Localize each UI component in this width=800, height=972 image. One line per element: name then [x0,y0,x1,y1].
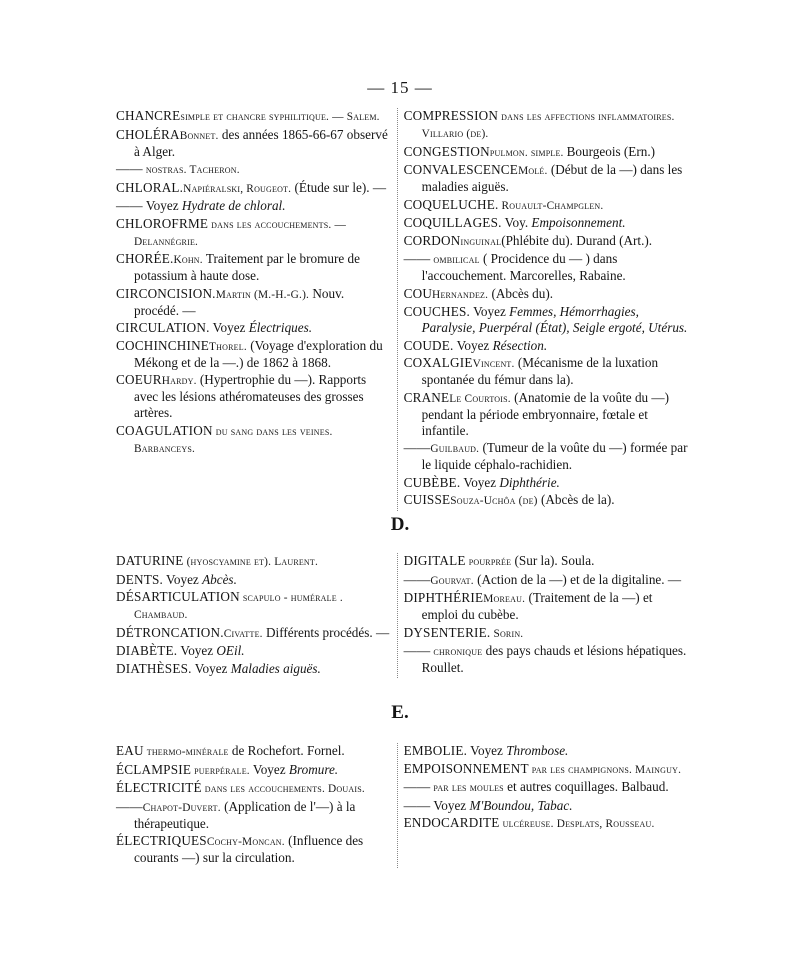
entry-lead: CONVALESCENCE [403,162,519,177]
entry-italic: Bromure. [288,761,339,777]
entry-sc: Bonnet. [179,129,219,142]
entry-text: Voyez [470,304,510,319]
index-entry [116,372,391,421]
index-entry [404,475,688,491]
entry-text: Traitement par le bromure de potassium à haute dose. [134,251,360,283]
entry-lead: COEUR [116,372,162,387]
entry-text: Voyez [209,320,249,335]
entry-lead: DÉSARTICULATION [116,589,240,604]
entry-lead: —— [116,198,143,213]
entry-text: Nouv. procédé. — [134,285,345,318]
index-entry [116,198,391,214]
index-entry [116,320,391,336]
entry-text: (Action de la —) et de la digitaline. — [473,571,682,587]
index-entry [404,162,688,195]
entry-text: Différents procédés. — [262,624,390,640]
entry-lead: ÉLECTRICITÉ [116,780,202,795]
entry-text: ( Procidence du — ) dans l'accouchement. Marcorelles, Rabaine. [421,251,626,283]
entry-sc: Le Courtois. [449,392,511,405]
entry-sc: Rouault-Champglen. [498,199,604,212]
entry-lead: CHANCRE [116,108,181,123]
entry-lead: CUBÈBE. [403,474,461,490]
entry-sc: pourprée [465,556,512,568]
entry-lead: ÉCLAMPSIE [116,761,192,777]
entry-text: Voyez [177,643,217,658]
index-entry [404,492,688,509]
entry-text: (Voyage d'exploration du Mékong et de la —.) de 1862 à 1868. [134,337,383,370]
index-entry [404,390,688,439]
entry-italic: Abcès. [202,571,237,587]
entry-lead: DIATHÈSES. [116,660,192,676]
entry-lead: DIABÈTE. [116,643,178,658]
index-entry [116,108,391,125]
entry-sc: Civatte. [223,627,263,640]
entry-sc: du sang dans les veines. Barbanceys. [134,425,333,455]
entry-sc: dans les accouchements. Douais. [201,783,365,795]
entry-sc: nostras. Tacheron. [142,164,240,176]
entry-text: Voyez [142,198,182,213]
index-entry [404,108,688,142]
entry-text: (Traitement de la —) et emploi du cubèbe. [421,590,653,622]
index-entry [404,197,688,214]
entry-lead: COUDE. [403,337,454,353]
index-entry [404,743,688,759]
entry-text: et autres coquillages. Balbaud. [503,779,669,794]
entry-sc: Moreau. [483,593,526,605]
entry-text: (Mécanisme de la luxation spontanée du fémur dans la). [421,355,659,387]
entry-text: (Sur la). Soula. [511,553,595,568]
index-entry [116,251,391,284]
entry-lead: CHORÉE. [116,251,174,266]
entry-text: (Anatomie de la voûte du —) pendant la période embryonnaire, fœtale et infantile. [421,389,670,438]
entry-italic: Femmes, Hémorrhagies, Paralysie, Puerpéral (État), Seigle ergoté, Utérus. [421,304,688,335]
entry-sc: puerpérale. [191,764,250,777]
entry-sc: Napiéralski, Rougeot. [183,182,292,195]
section-letter-e: E. [391,702,409,723]
entry-sc: Chapot-Duvert. [142,801,221,814]
index-entry [116,286,391,319]
index-entry [116,799,391,832]
entry-text: (Tumeur de la voûte du —) formée par le liquide céphalo-rachidien. [421,440,688,472]
left-column [116,553,391,678]
entry-text: (Phlébite du). Durand (Art.). [501,232,653,248]
index-entry [404,643,688,676]
section-d [116,553,688,678]
index-entry [116,423,391,457]
entry-sc: Hernandez. [432,288,489,301]
index-entry [404,779,688,796]
entry-lead: COU [403,285,433,301]
entry-text: Voy. [501,215,532,230]
entry-lead: COCHINCHINE [116,337,210,353]
entry-text: Voyez [249,761,289,777]
entry-lead: —— [403,440,431,455]
index-entry [116,743,391,760]
entry-sc: Cochy-Moncan. [206,836,285,848]
entry-text: Voyez [191,660,231,676]
entry-text: (Abcès du). [488,285,554,301]
page-number: — 15 — [367,78,433,97]
entry-sc: Vincent. [472,358,515,370]
entry-lead: DIGITALE [403,553,466,568]
index-entry [404,304,688,336]
entry-lead: ENDOCARDITE [403,815,500,830]
index-entry [116,643,391,659]
entry-lead: EMBOLIE. [403,743,468,758]
entry-sc: ombilical [430,254,480,266]
entry-italic: Électriques. [248,320,313,335]
entry-lead: COMPRESSION [403,108,499,123]
index-entry [404,215,688,231]
index-entry [404,553,688,570]
right-column [404,743,688,868]
entry-lead: CRANE [403,389,450,405]
entry-lead: DATURINE [116,553,184,568]
entry-sc: Molé. [518,165,548,177]
entry-text: Bourgeois (Ern.) [566,143,656,159]
index-entry [116,589,391,623]
entry-lead: CHLOROFRME [116,215,209,231]
entry-lead: —— [116,161,143,176]
entry-sc: par les moules [430,782,504,794]
index-entry [404,251,688,284]
index-entry [404,440,688,473]
entry-lead: —— [116,798,143,814]
entry-text: Voyez [467,743,507,758]
left-column [116,743,391,868]
entry-lead: —— [403,797,431,813]
index-entry [404,233,688,250]
entry-sc: inguinal [460,235,502,248]
entry-lead: EMPOISONNEMENT [403,760,529,776]
entry-lead: CONGESTION [403,143,490,159]
left-column [116,108,391,511]
entry-lead: CIRCONCISION. [116,285,216,301]
entry-text: Voyez [163,571,203,587]
entry-text: (Hypertrophie du —). Rapports avec les lésions athéromateuses des grosses artères. [134,372,367,420]
entry-sc: Sorin. [490,627,524,640]
entry-lead: DÉTRONCATION. [116,624,224,640]
index-entry [116,780,391,797]
column-divider [397,553,398,678]
entry-text: (Influence des courants —) sur la circulation. [134,833,364,865]
column-divider [397,743,398,868]
entry-italic: Diphthérie. [499,474,560,490]
entry-sc: Guilbaud. [430,443,480,455]
entry-sc: scapulo - humérale . Chambaud. [134,592,343,621]
entry-text: (Abcès de la). [537,492,615,507]
entry-sc: Thorel. [209,340,247,353]
index-entry [404,590,688,623]
entry-lead: CUISSE [403,492,451,507]
index-entry [404,355,688,388]
entry-lead: DYSENTERIE. [403,624,491,640]
entry-italic: Maladies aiguës. [230,660,321,676]
entry-italic: Empoisonnement. [531,215,626,230]
entry-lead: —— [403,643,431,658]
index-entry [404,572,688,589]
entry-sc: simple et chancre syphilitique. — Salem. [180,111,380,123]
entry-text: des années 1865-66-67 observé à Alger. [134,126,388,159]
entry-lead: DIPHTHÉRIE [403,590,484,605]
right-column [404,553,688,678]
index-entry [116,338,391,371]
entry-lead: COUCHES. [403,304,471,319]
entry-lead: EAU [116,743,144,758]
entry-lead: COXALGIE [403,355,473,370]
entry-sc: Souza-Uchôa (de) [450,495,538,507]
entry-sc: Martin (M.-H.-G.). [215,288,310,301]
index-entry [404,144,688,161]
entry-lead: —— [403,251,431,266]
entry-text: Voyez [430,797,470,813]
index-entry [116,216,391,250]
index-entry [116,127,391,160]
index-entry [404,761,688,778]
entry-text: de Rochefort. Fornel. [228,743,345,758]
index-entry [116,833,391,866]
entry-sc: Hardy. [161,375,197,387]
index-entry [116,572,391,588]
entry-sc: chronique [430,646,483,658]
index-entry [404,286,688,303]
index-entry [116,553,391,570]
entry-lead: CHLORAL. [116,179,184,195]
entry-lead: CORDON [403,232,461,248]
entry-sc: pulmon. simple. [489,146,567,159]
entry-sc: ulcéreuse. Desplats, Rousseau. [499,818,655,830]
entry-text: des pays chauds et lésions hépatiques. Roullet. [421,643,687,675]
entry-text: Voyez [460,474,500,490]
index-entry [116,625,391,642]
entry-sc: Gourvat. [430,574,474,587]
section-e [116,743,688,868]
entry-italic: Thrombose. [506,743,569,758]
entry-text: (Application de l'—) à la thérapeutique. [134,798,356,831]
entry-lead: CIRCULATION. [116,320,210,335]
index-entry [404,798,688,814]
entry-lead: COQUELUCHE. [403,196,499,212]
entry-text: (Début de la —) dans les maladies aiguës. [421,162,683,194]
index-entry [404,625,688,642]
index-entry [404,338,688,354]
entry-sc: dans les affections inflammatoires. Villario (de). [421,111,675,140]
section-c [116,108,688,511]
entry-lead: ÉLECTRIQUES [116,833,207,848]
index-entry [116,180,391,197]
right-column [404,108,688,511]
entry-sc: (hyoscyamine et). Laurent. [183,556,319,568]
entry-sc: dans les accouchements. — Delannégrie. [134,218,346,248]
index-entry [116,661,391,677]
entry-lead: COQUILLAGES. [403,215,502,230]
entry-sc: par les champignons. Mainguy. [528,763,682,776]
entry-italic: Hydrate de chloral. [181,198,286,213]
index-entry [116,762,391,779]
column-divider [397,108,398,511]
entry-lead: —— [403,571,431,587]
entry-lead: —— [403,779,431,794]
entry-italic: OEil. [216,643,245,658]
section-letter-d: D. [390,514,410,535]
index-entry [116,161,391,178]
entry-italic: M'Boundou, Tabac. [469,797,573,813]
entry-lead: COAGULATION [116,422,213,438]
entry-sc: Kohn. [173,254,203,266]
entry-lead: CHOLÉRA [116,126,180,142]
entry-lead: DENTS. [116,571,163,587]
entry-text: Voyez [453,337,493,353]
entry-text: (Étude sur le). — [291,179,387,195]
entry-sc: thermo-minérale [143,746,229,758]
entry-italic: Résection. [492,337,548,353]
index-entry [404,815,688,832]
